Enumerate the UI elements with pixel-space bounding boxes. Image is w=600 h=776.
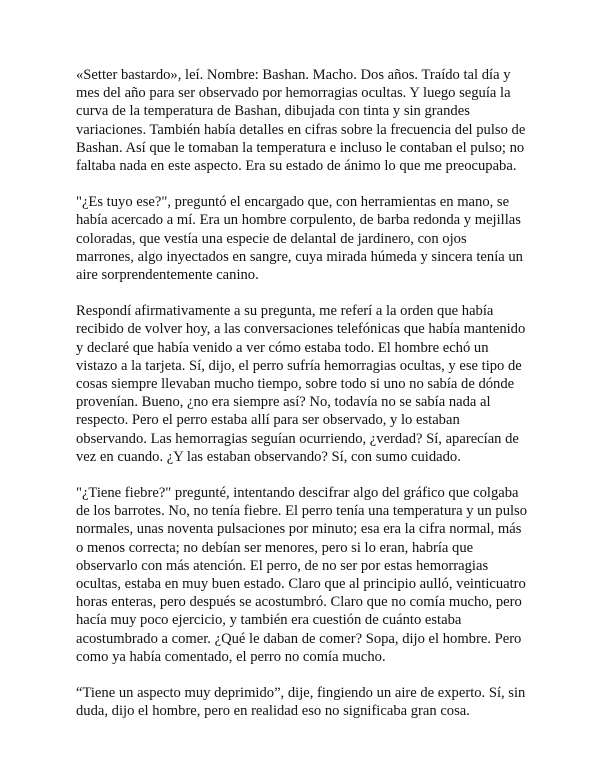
paragraph-2: "¿Es tuyo ese?", preguntó el encargado que, con herramientas en mano, se había acercado a mí. Era un hombre corpulento, de barba redonda y mejillas coloradas, que vestía una especie de delantal de jardinero, con ojos marrones, algo inyectados en sangre, cuya mirada húmeda y sincera tenía un aire sorprendentemente canino. <box>76 194 523 284</box>
paragraph-4: "¿Tiene fiebre?" pregunté, intentando descifrar algo del gráfico que colgaba de los barrotes. No, no tenía fiebre. El perro tenía una temperatura y un pulso normales, unas noventa pulsaciones por minuto; esa era la cifra normal, más o menos correcta; no debían ser menores, pero si lo eran, habría que observarlo con más atención. El perro, de no ser por estas hemorragias ocultas, estaba en muy buen estado. Claro que al principio aulló, veinticuatro horas enteras, pero después se acostumbró. Claro que no comía mucho, pero hacía muy poco ejercicio, y también era cuestión de cuánto estaba acostumbrado a comer. ¿Qué le daban de comer? Sopa, dijo el hombre. Pero como ya había comentado, el perro no comía mucho. <box>76 485 528 665</box>
paragraph-3: Respondí afirmativamente a su pregunta, me referí a la orden que había recibido de volver hoy, a las conversaciones telefónicas que había mantenido y declaré que había venido a ver cómo estaba todo. El hombre echó un vistazo a la tarjeta. Sí, dijo, el perro sufría hemorragias ocultas, y ese tipo de cosas siempre llevaban mucho tiempo, sobre todo si uno no sabía de dónde provenían. Bueno, ¿no era siempre así? No, todavía no se sabía nada al respecto. Pero el perro estaba allí para ser observado, y lo estaban observando. Las hemorragias seguían ocurriendo, ¿verdad? Sí, aparecían de vez en cuando. ¿Y las estaban observando? Sí, con sumo cuidado. <box>76 303 526 465</box>
document-body <box>76 66 528 721</box>
paragraph-1: «Setter bastardo», leí. Nombre: Bashan. Macho. Dos años. Traído tal día y mes del año para ser observado por hemorragias ocultas. Y luego seguía la curva de la temperatura de Bashan, dibujada con tinta y sin grandes variaciones. También había detalles en cifras sobre la frecuencia del pulso de Bashan. Así que le tomaban la temperatura e incluso le contaban el pulso; no faltaba nada en este aspecto. Era su estado de ánimo lo que me preocupaba. <box>76 67 526 175</box>
paragraph-5: “Tiene un aspecto muy deprimido”, dije, fingiendo un aire de experto. Sí, sin duda, dijo el hombre, pero en realidad eso no significaba gran cosa. <box>76 685 526 720</box>
